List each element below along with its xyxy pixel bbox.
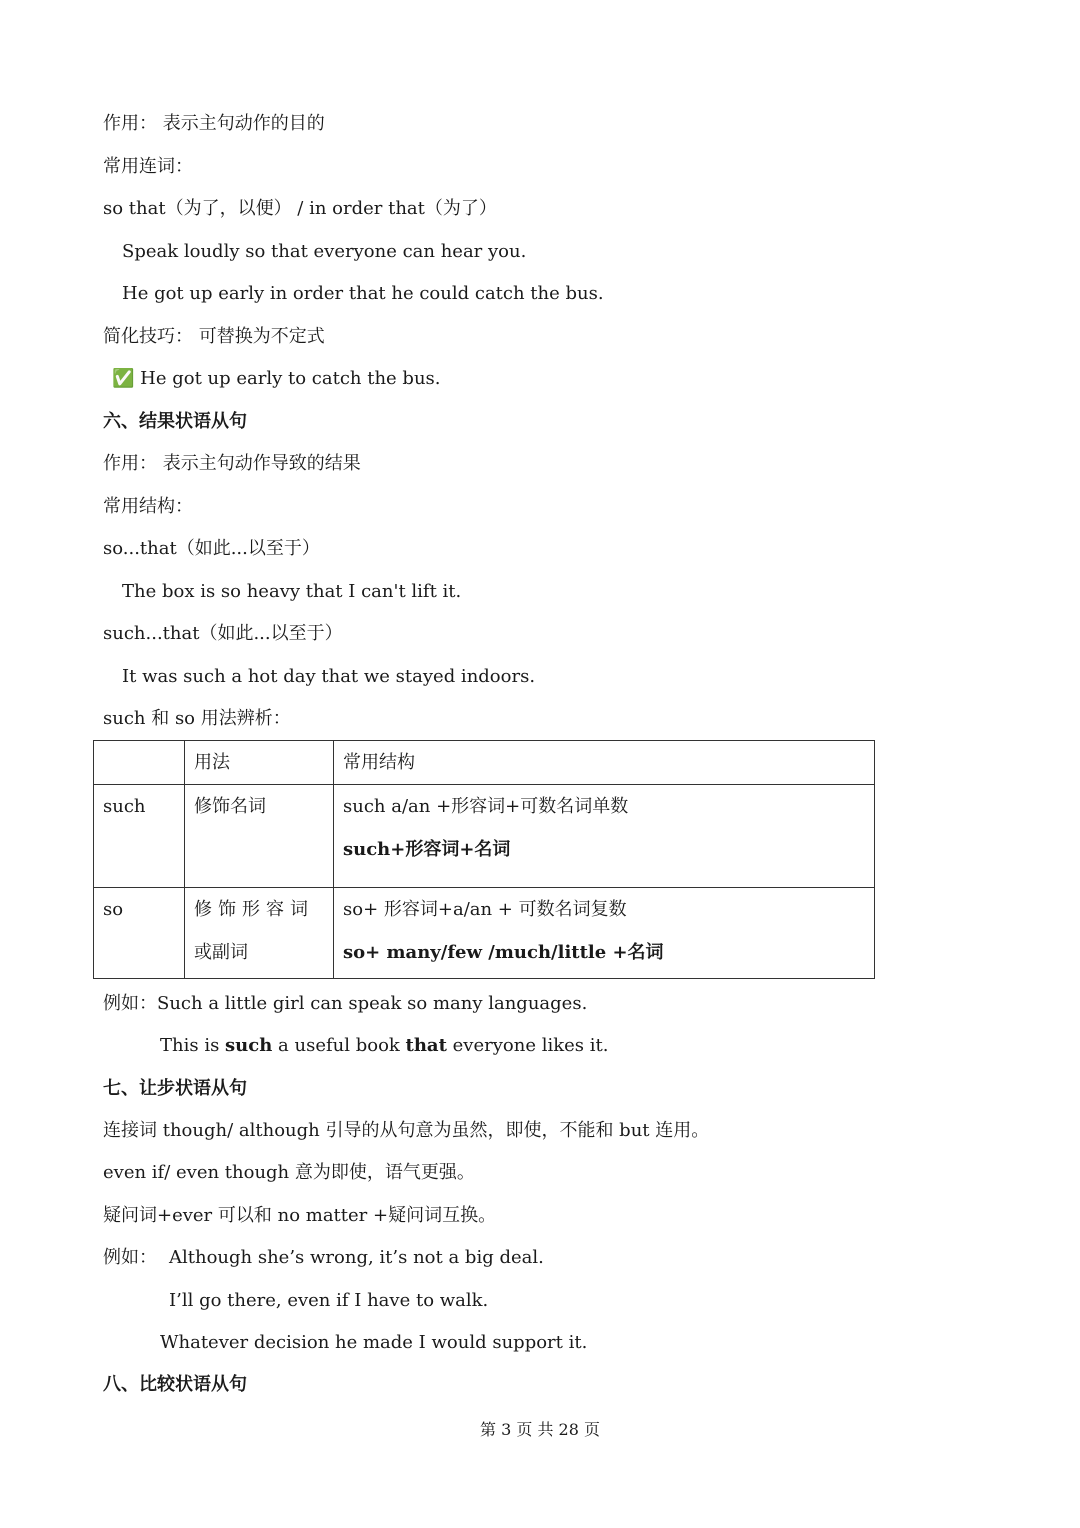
- table-header-cell: 用法: [185, 741, 334, 785]
- concession-example-2: I’ll go there, even if I have to walk.: [169, 1290, 489, 1311]
- such-so-comparison-label: such 和 so 用法辨析：: [103, 708, 291, 729]
- purpose-example-2: He got up early in order that he could catch the bus.: [122, 283, 604, 304]
- result-function-line: 作用： 表示主句动作导致的结果: [103, 453, 361, 474]
- concession-rule-3: 疑问词+ever 可以和 no matter +疑问词互换。: [103, 1205, 497, 1226]
- purpose-tip-example: ✅ He got up early to catch the bus.: [112, 368, 441, 389]
- so-that-example: The box is so heavy that I can't lift it.: [122, 581, 462, 602]
- concession-example-3: Whatever decision he made I would support it.: [160, 1332, 588, 1353]
- examples-line-2: This is such a useful book that everyone likes it.: [160, 1035, 609, 1056]
- comparison-clause-heading: 八、比较状语从句: [103, 1374, 247, 1395]
- concession-example-1: Although she’s wrong, it’s not a big deal.: [169, 1247, 544, 1268]
- purpose-example-1: Speak loudly so that everyone can hear you.: [122, 241, 527, 262]
- table-cell-word: so: [94, 888, 185, 979]
- examples-line-1: [103, 992, 587, 1016]
- table-cell-word: such: [94, 785, 185, 888]
- table-cell-structures: such a/an +形容词+可数名词单数 such+形容词+名词: [334, 785, 875, 888]
- purpose-conjunctions: so that（为了，以便） / in order that（为了）: [103, 198, 497, 219]
- table-cell-usage: 修饰形容词 或副词: [185, 888, 334, 979]
- such-that-example: It was such a hot day that we stayed indoors.: [122, 666, 536, 687]
- table-row-such: [94, 785, 875, 888]
- such-so-usage-table: [93, 740, 875, 979]
- examples-label: 例如：: [103, 993, 157, 1014]
- purpose-conjunctions-label: 常用连词：: [103, 156, 193, 177]
- table-header-cell: [94, 741, 185, 785]
- such-that-structure: such...that（如此...以至于）: [103, 623, 343, 644]
- purpose-function-line: 作用： 表示主句动作的目的: [103, 113, 325, 134]
- purpose-tip-line: 简化技巧： 可替换为不定式: [103, 326, 325, 347]
- table-cell-usage: 修饰名词: [185, 785, 334, 888]
- table-header-row: [94, 741, 875, 785]
- table-header-cell: 常用结构: [334, 741, 875, 785]
- concession-example-label: 例如：: [103, 1247, 157, 1268]
- result-structures-label: 常用结构：: [103, 496, 193, 517]
- emphasis-such: such: [225, 1035, 273, 1056]
- table-row-so: [94, 888, 875, 979]
- concession-rule-2: even if/ even though 意为即使，语气更强。: [103, 1162, 475, 1183]
- examples-sentence-1: Such a little girl can speak so many languages.: [157, 993, 588, 1014]
- concession-clause-heading: 七、让步状语从句: [103, 1078, 247, 1099]
- emphasis-that: that: [405, 1035, 447, 1056]
- page-number-footer: 第 3 页 共 28 页: [480, 1420, 600, 1439]
- table-cell-structures: so+ 形容词+a/an + 可数名词复数 so+ many/few /much/little +名词: [334, 888, 875, 979]
- result-clause-heading: 六、结果状语从句: [103, 411, 247, 432]
- concession-rule-1: 连接词 though/ although 引导的从句意为虽然，即使，不能和 but 连用。: [103, 1120, 710, 1141]
- so-that-structure: so...that（如此...以至于）: [103, 538, 320, 559]
